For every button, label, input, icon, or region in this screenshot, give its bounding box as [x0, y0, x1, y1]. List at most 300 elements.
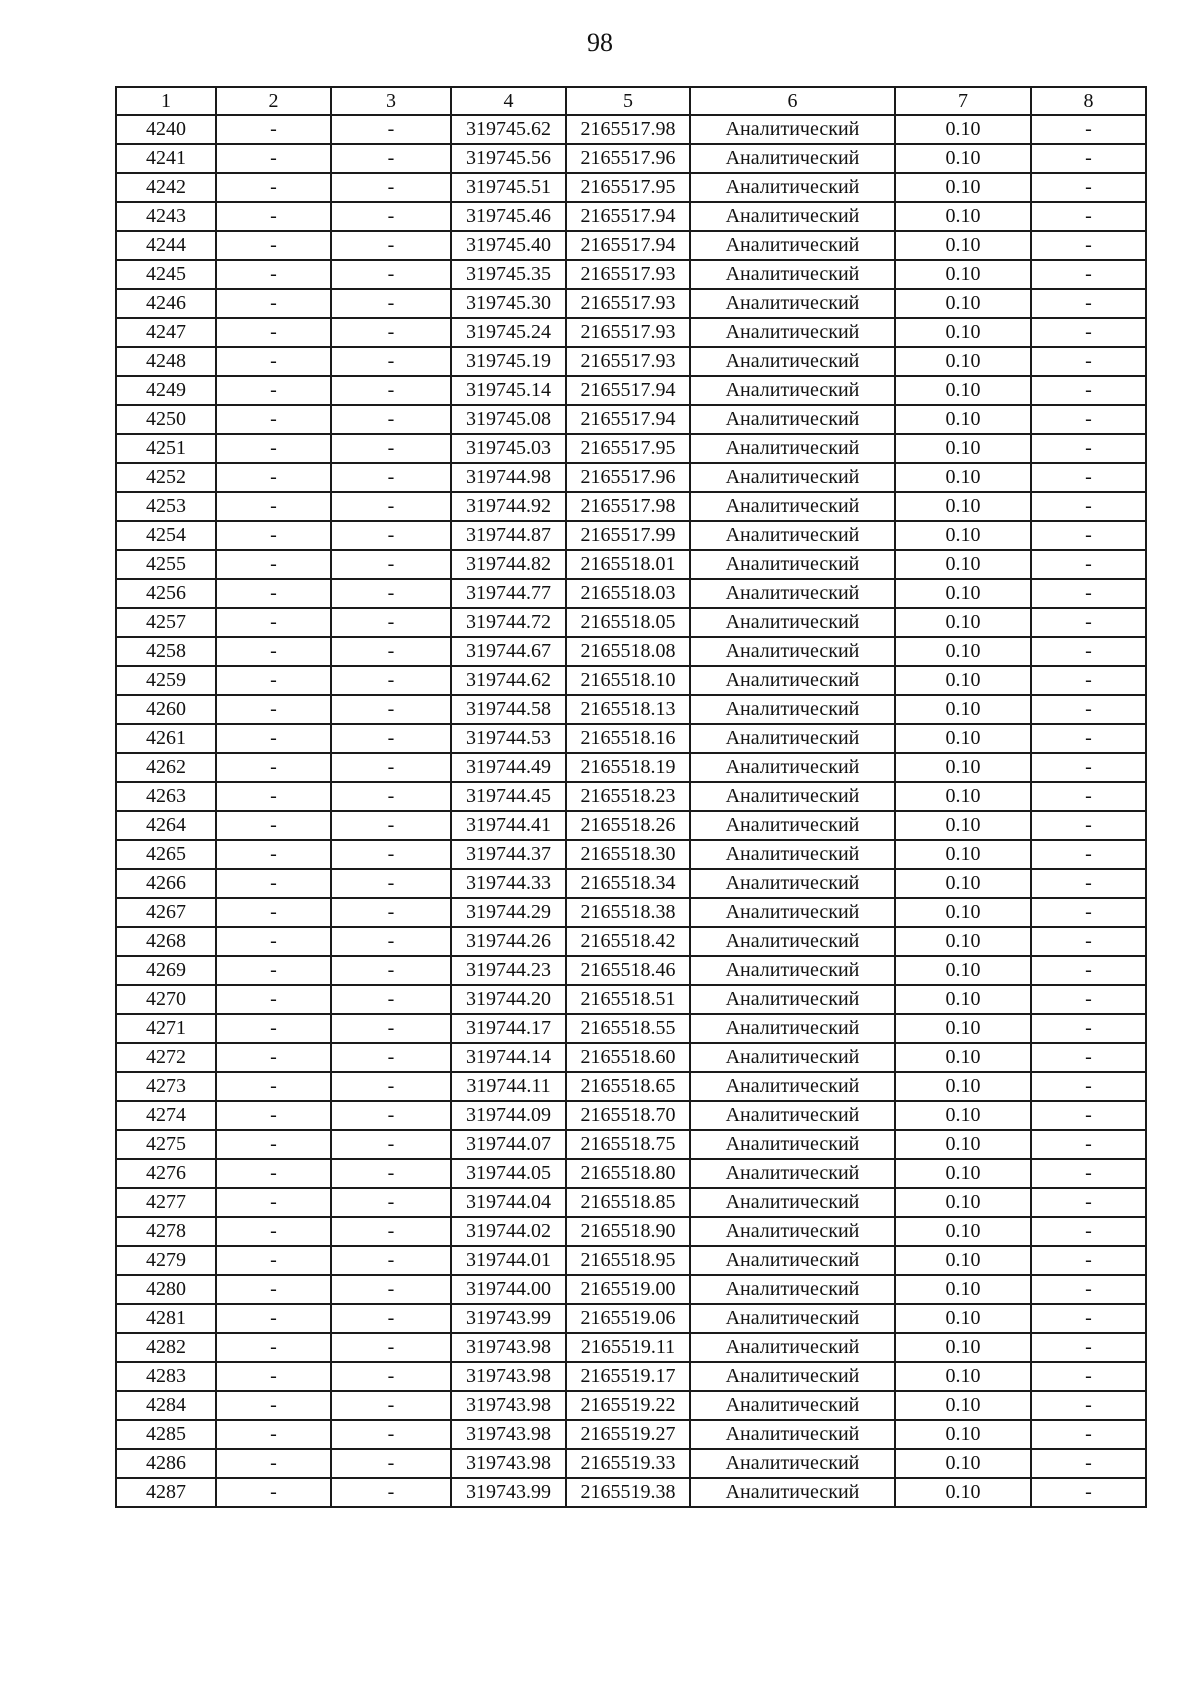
- col2-cell: -: [216, 1072, 331, 1101]
- col8-cell: -: [1031, 840, 1146, 869]
- col3-cell: -: [331, 695, 451, 724]
- point-number-cell: 4282: [116, 1333, 216, 1362]
- point-number-cell: 4270: [116, 985, 216, 1014]
- y-coordinate-cell: 2165517.96: [566, 144, 690, 173]
- y-coordinate-cell: 2165518.70: [566, 1101, 690, 1130]
- accuracy-cell: 0.10: [895, 1014, 1031, 1043]
- col2-cell: -: [216, 1391, 331, 1420]
- col3-cell: -: [331, 956, 451, 985]
- accuracy-cell: 0.10: [895, 318, 1031, 347]
- y-coordinate-cell: 2165518.65: [566, 1072, 690, 1101]
- accuracy-cell: 0.10: [895, 144, 1031, 173]
- accuracy-cell: 0.10: [895, 1159, 1031, 1188]
- column-header-3: 3: [331, 87, 451, 115]
- point-number-cell: 4246: [116, 289, 216, 318]
- col2-cell: -: [216, 782, 331, 811]
- y-coordinate-cell: 2165518.13: [566, 695, 690, 724]
- col3-cell: -: [331, 318, 451, 347]
- point-number-cell: 4264: [116, 811, 216, 840]
- column-header-4: 4: [451, 87, 566, 115]
- accuracy-cell: 0.10: [895, 985, 1031, 1014]
- x-coordinate-cell: 319745.24: [451, 318, 566, 347]
- method-cell: Аналитический: [690, 956, 895, 985]
- method-cell: Аналитический: [690, 927, 895, 956]
- y-coordinate-cell: 2165519.27: [566, 1420, 690, 1449]
- x-coordinate-cell: 319744.41: [451, 811, 566, 840]
- col2-cell: -: [216, 1420, 331, 1449]
- col3-cell: -: [331, 260, 451, 289]
- y-coordinate-cell: 2165517.93: [566, 260, 690, 289]
- point-number-cell: 4274: [116, 1101, 216, 1130]
- x-coordinate-cell: 319744.05: [451, 1159, 566, 1188]
- point-number-cell: 4240: [116, 115, 216, 144]
- col2-cell: -: [216, 869, 331, 898]
- col2-cell: -: [216, 115, 331, 144]
- col3-cell: -: [331, 521, 451, 550]
- x-coordinate-cell: 319743.98: [451, 1420, 566, 1449]
- col3-cell: -: [331, 289, 451, 318]
- y-coordinate-cell: 2165518.75: [566, 1130, 690, 1159]
- point-number-cell: 4277: [116, 1188, 216, 1217]
- y-coordinate-cell: 2165518.60: [566, 1043, 690, 1072]
- point-number-cell: 4259: [116, 666, 216, 695]
- y-coordinate-cell: 2165517.94: [566, 202, 690, 231]
- column-header-2: 2: [216, 87, 331, 115]
- col8-cell: -: [1031, 1420, 1146, 1449]
- y-coordinate-cell: 2165517.94: [566, 231, 690, 260]
- x-coordinate-cell: 319743.99: [451, 1304, 566, 1333]
- table-row: [116, 434, 1146, 463]
- y-coordinate-cell: 2165518.34: [566, 869, 690, 898]
- x-coordinate-cell: 319744.23: [451, 956, 566, 985]
- table-row: [116, 869, 1146, 898]
- col8-cell: -: [1031, 463, 1146, 492]
- col2-cell: -: [216, 202, 331, 231]
- table-row: [116, 1275, 1146, 1304]
- col8-cell: -: [1031, 521, 1146, 550]
- col2-cell: -: [216, 260, 331, 289]
- point-number-cell: 4263: [116, 782, 216, 811]
- accuracy-cell: 0.10: [895, 347, 1031, 376]
- table-row: [116, 318, 1146, 347]
- method-cell: Аналитический: [690, 550, 895, 579]
- x-coordinate-cell: 319744.45: [451, 782, 566, 811]
- method-cell: Аналитический: [690, 1362, 895, 1391]
- col3-cell: -: [331, 927, 451, 956]
- x-coordinate-cell: 319745.40: [451, 231, 566, 260]
- col3-cell: -: [331, 347, 451, 376]
- col2-cell: -: [216, 1014, 331, 1043]
- col2-cell: -: [216, 753, 331, 782]
- col8-cell: -: [1031, 985, 1146, 1014]
- table-row: [116, 550, 1146, 579]
- accuracy-cell: 0.10: [895, 1188, 1031, 1217]
- col3-cell: -: [331, 492, 451, 521]
- x-coordinate-cell: 319744.29: [451, 898, 566, 927]
- col3-cell: -: [331, 1246, 451, 1275]
- col2-cell: -: [216, 173, 331, 202]
- col8-cell: -: [1031, 1478, 1146, 1507]
- col3-cell: -: [331, 1275, 451, 1304]
- col2-cell: -: [216, 231, 331, 260]
- table-row: [116, 1101, 1146, 1130]
- col8-cell: -: [1031, 260, 1146, 289]
- col2-cell: -: [216, 1217, 331, 1246]
- col3-cell: -: [331, 202, 451, 231]
- col8-cell: -: [1031, 1072, 1146, 1101]
- table-row: [116, 1391, 1146, 1420]
- y-coordinate-cell: 2165518.10: [566, 666, 690, 695]
- point-number-cell: 4275: [116, 1130, 216, 1159]
- method-cell: Аналитический: [690, 376, 895, 405]
- point-number-cell: 4260: [116, 695, 216, 724]
- method-cell: Аналитический: [690, 579, 895, 608]
- method-cell: Аналитический: [690, 405, 895, 434]
- method-cell: Аналитический: [690, 463, 895, 492]
- col3-cell: -: [331, 898, 451, 927]
- col3-cell: -: [331, 1217, 451, 1246]
- accuracy-cell: 0.10: [895, 637, 1031, 666]
- col8-cell: -: [1031, 1391, 1146, 1420]
- accuracy-cell: 0.10: [895, 1304, 1031, 1333]
- table-row: [116, 1014, 1146, 1043]
- y-coordinate-cell: 2165517.93: [566, 347, 690, 376]
- y-coordinate-cell: 2165517.93: [566, 289, 690, 318]
- col2-cell: -: [216, 1275, 331, 1304]
- x-coordinate-cell: 319744.26: [451, 927, 566, 956]
- table-row: [116, 695, 1146, 724]
- point-number-cell: 4254: [116, 521, 216, 550]
- point-number-cell: 4255: [116, 550, 216, 579]
- point-number-cell: 4271: [116, 1014, 216, 1043]
- col3-cell: -: [331, 1362, 451, 1391]
- x-coordinate-cell: 319744.14: [451, 1043, 566, 1072]
- point-number-cell: 4265: [116, 840, 216, 869]
- accuracy-cell: 0.10: [895, 1246, 1031, 1275]
- col3-cell: -: [331, 724, 451, 753]
- col8-cell: -: [1031, 1101, 1146, 1130]
- col8-cell: -: [1031, 405, 1146, 434]
- method-cell: Аналитический: [690, 434, 895, 463]
- method-cell: Аналитический: [690, 608, 895, 637]
- col8-cell: -: [1031, 115, 1146, 144]
- accuracy-cell: 0.10: [895, 521, 1031, 550]
- accuracy-cell: 0.10: [895, 869, 1031, 898]
- col3-cell: -: [331, 1130, 451, 1159]
- col8-cell: -: [1031, 782, 1146, 811]
- y-coordinate-cell: 2165518.16: [566, 724, 690, 753]
- col3-cell: -: [331, 550, 451, 579]
- accuracy-cell: 0.10: [895, 260, 1031, 289]
- y-coordinate-cell: 2165517.94: [566, 405, 690, 434]
- column-header-8: 8: [1031, 87, 1146, 115]
- x-coordinate-cell: 319744.72: [451, 608, 566, 637]
- accuracy-cell: 0.10: [895, 840, 1031, 869]
- point-number-cell: 4247: [116, 318, 216, 347]
- col2-cell: -: [216, 695, 331, 724]
- col8-cell: -: [1031, 1333, 1146, 1362]
- method-cell: Аналитический: [690, 1391, 895, 1420]
- y-coordinate-cell: 2165518.08: [566, 637, 690, 666]
- y-coordinate-cell: 2165519.00: [566, 1275, 690, 1304]
- point-number-cell: 4285: [116, 1420, 216, 1449]
- point-number-cell: 4261: [116, 724, 216, 753]
- method-cell: Аналитический: [690, 840, 895, 869]
- accuracy-cell: 0.10: [895, 1362, 1031, 1391]
- table-row: [116, 1478, 1146, 1507]
- table-row: [116, 173, 1146, 202]
- col2-cell: -: [216, 521, 331, 550]
- col2-cell: -: [216, 666, 331, 695]
- table-row: [116, 231, 1146, 260]
- accuracy-cell: 0.10: [895, 550, 1031, 579]
- col3-cell: -: [331, 1478, 451, 1507]
- col8-cell: -: [1031, 492, 1146, 521]
- col2-cell: -: [216, 840, 331, 869]
- y-coordinate-cell: 2165518.95: [566, 1246, 690, 1275]
- col8-cell: -: [1031, 1275, 1146, 1304]
- point-number-cell: 4258: [116, 637, 216, 666]
- table-row: [116, 1304, 1146, 1333]
- col8-cell: -: [1031, 695, 1146, 724]
- accuracy-cell: 0.10: [895, 1333, 1031, 1362]
- y-coordinate-cell: 2165519.33: [566, 1449, 690, 1478]
- accuracy-cell: 0.10: [895, 608, 1031, 637]
- method-cell: Аналитический: [690, 1217, 895, 1246]
- col2-cell: -: [216, 1478, 331, 1507]
- col3-cell: -: [331, 637, 451, 666]
- x-coordinate-cell: 319744.37: [451, 840, 566, 869]
- accuracy-cell: 0.10: [895, 579, 1031, 608]
- method-cell: Аналитический: [690, 1275, 895, 1304]
- method-cell: Аналитический: [690, 695, 895, 724]
- col8-cell: -: [1031, 608, 1146, 637]
- col2-cell: -: [216, 1043, 331, 1072]
- x-coordinate-cell: 319745.19: [451, 347, 566, 376]
- point-number-cell: 4242: [116, 173, 216, 202]
- point-number-cell: 4243: [116, 202, 216, 231]
- col8-cell: -: [1031, 550, 1146, 579]
- x-coordinate-cell: 319744.01: [451, 1246, 566, 1275]
- table-row: [116, 579, 1146, 608]
- col3-cell: -: [331, 1159, 451, 1188]
- point-number-cell: 4241: [116, 144, 216, 173]
- point-number-cell: 4248: [116, 347, 216, 376]
- y-coordinate-cell: 2165518.38: [566, 898, 690, 927]
- method-cell: Аналитический: [690, 985, 895, 1014]
- col2-cell: -: [216, 956, 331, 985]
- table-row: [116, 666, 1146, 695]
- col8-cell: -: [1031, 1304, 1146, 1333]
- method-cell: Аналитический: [690, 782, 895, 811]
- col8-cell: -: [1031, 289, 1146, 318]
- accuracy-cell: 0.10: [895, 1130, 1031, 1159]
- table-row: [116, 347, 1146, 376]
- col3-cell: -: [331, 1449, 451, 1478]
- method-cell: Аналитический: [690, 753, 895, 782]
- point-number-cell: 4245: [116, 260, 216, 289]
- point-number-cell: 4252: [116, 463, 216, 492]
- method-cell: Аналитический: [690, 1130, 895, 1159]
- coordinates-table: [115, 86, 1147, 1508]
- col3-cell: -: [331, 434, 451, 463]
- col2-cell: -: [216, 898, 331, 927]
- accuracy-cell: 0.10: [895, 1217, 1031, 1246]
- accuracy-cell: 0.10: [895, 1275, 1031, 1304]
- point-number-cell: 4266: [116, 869, 216, 898]
- accuracy-cell: 0.10: [895, 695, 1031, 724]
- col2-cell: -: [216, 463, 331, 492]
- accuracy-cell: 0.10: [895, 376, 1031, 405]
- x-coordinate-cell: 319745.08: [451, 405, 566, 434]
- method-cell: Аналитический: [690, 492, 895, 521]
- point-number-cell: 4267: [116, 898, 216, 927]
- accuracy-cell: 0.10: [895, 1101, 1031, 1130]
- col2-cell: -: [216, 376, 331, 405]
- col2-cell: -: [216, 637, 331, 666]
- accuracy-cell: 0.10: [895, 1478, 1031, 1507]
- col3-cell: -: [331, 782, 451, 811]
- x-coordinate-cell: 319744.33: [451, 869, 566, 898]
- method-cell: Аналитический: [690, 318, 895, 347]
- accuracy-cell: 0.10: [895, 666, 1031, 695]
- y-coordinate-cell: 2165518.30: [566, 840, 690, 869]
- accuracy-cell: 0.10: [895, 724, 1031, 753]
- table-row: [116, 463, 1146, 492]
- col8-cell: -: [1031, 579, 1146, 608]
- y-coordinate-cell: 2165518.85: [566, 1188, 690, 1217]
- table-row: [116, 782, 1146, 811]
- point-number-cell: 4280: [116, 1275, 216, 1304]
- method-cell: Аналитический: [690, 1043, 895, 1072]
- col8-cell: -: [1031, 376, 1146, 405]
- x-coordinate-cell: 319744.98: [451, 463, 566, 492]
- y-coordinate-cell: 2165518.42: [566, 927, 690, 956]
- table-row: [116, 1217, 1146, 1246]
- table-row: [116, 376, 1146, 405]
- accuracy-cell: 0.10: [895, 898, 1031, 927]
- table-header-row: [116, 87, 1146, 115]
- x-coordinate-cell: 319744.17: [451, 1014, 566, 1043]
- col8-cell: -: [1031, 666, 1146, 695]
- table-row: [116, 492, 1146, 521]
- col8-cell: -: [1031, 1014, 1146, 1043]
- x-coordinate-cell: 319744.02: [451, 1217, 566, 1246]
- col2-cell: -: [216, 434, 331, 463]
- table-row: [116, 1043, 1146, 1072]
- y-coordinate-cell: 2165517.99: [566, 521, 690, 550]
- y-coordinate-cell: 2165518.90: [566, 1217, 690, 1246]
- column-header-1: 1: [116, 87, 216, 115]
- col3-cell: -: [331, 753, 451, 782]
- method-cell: Аналитический: [690, 202, 895, 231]
- table-row: [116, 1246, 1146, 1275]
- method-cell: Аналитический: [690, 637, 895, 666]
- col8-cell: -: [1031, 869, 1146, 898]
- accuracy-cell: 0.10: [895, 434, 1031, 463]
- col3-cell: -: [331, 1188, 451, 1217]
- col3-cell: -: [331, 1101, 451, 1130]
- y-coordinate-cell: 2165518.01: [566, 550, 690, 579]
- col8-cell: -: [1031, 927, 1146, 956]
- point-number-cell: 4278: [116, 1217, 216, 1246]
- accuracy-cell: 0.10: [895, 753, 1031, 782]
- method-cell: Аналитический: [690, 347, 895, 376]
- table-row: [116, 1333, 1146, 1362]
- x-coordinate-cell: 319743.98: [451, 1449, 566, 1478]
- col2-cell: -: [216, 492, 331, 521]
- point-number-cell: 4279: [116, 1246, 216, 1275]
- table-row: [116, 956, 1146, 985]
- y-coordinate-cell: 2165517.93: [566, 318, 690, 347]
- col2-cell: -: [216, 347, 331, 376]
- method-cell: Аналитический: [690, 1159, 895, 1188]
- method-cell: Аналитический: [690, 898, 895, 927]
- x-coordinate-cell: 319743.98: [451, 1333, 566, 1362]
- method-cell: Аналитический: [690, 1478, 895, 1507]
- y-coordinate-cell: 2165519.06: [566, 1304, 690, 1333]
- table-row: [116, 753, 1146, 782]
- col3-cell: -: [331, 840, 451, 869]
- table-row: [116, 811, 1146, 840]
- col2-cell: -: [216, 1130, 331, 1159]
- col8-cell: -: [1031, 1246, 1146, 1275]
- x-coordinate-cell: 319744.04: [451, 1188, 566, 1217]
- x-coordinate-cell: 319744.82: [451, 550, 566, 579]
- col3-cell: -: [331, 1333, 451, 1362]
- point-number-cell: 4281: [116, 1304, 216, 1333]
- y-coordinate-cell: 2165519.17: [566, 1362, 690, 1391]
- method-cell: Аналитический: [690, 289, 895, 318]
- table-row: [116, 405, 1146, 434]
- col8-cell: -: [1031, 202, 1146, 231]
- col8-cell: -: [1031, 1449, 1146, 1478]
- point-number-cell: 4257: [116, 608, 216, 637]
- point-number-cell: 4272: [116, 1043, 216, 1072]
- y-coordinate-cell: 2165518.80: [566, 1159, 690, 1188]
- y-coordinate-cell: 2165518.05: [566, 608, 690, 637]
- column-header-6: 6: [690, 87, 895, 115]
- col8-cell: -: [1031, 1188, 1146, 1217]
- method-cell: Аналитический: [690, 231, 895, 260]
- accuracy-cell: 0.10: [895, 1420, 1031, 1449]
- col8-cell: -: [1031, 173, 1146, 202]
- table-row: [116, 202, 1146, 231]
- accuracy-cell: 0.10: [895, 1449, 1031, 1478]
- method-cell: Аналитический: [690, 1072, 895, 1101]
- table-row: [116, 1362, 1146, 1391]
- col2-cell: -: [216, 724, 331, 753]
- method-cell: Аналитический: [690, 260, 895, 289]
- accuracy-cell: 0.10: [895, 405, 1031, 434]
- col3-cell: -: [331, 405, 451, 434]
- x-coordinate-cell: 319744.53: [451, 724, 566, 753]
- col8-cell: -: [1031, 753, 1146, 782]
- x-coordinate-cell: 319744.00: [451, 1275, 566, 1304]
- point-number-cell: 4276: [116, 1159, 216, 1188]
- col3-cell: -: [331, 608, 451, 637]
- table-row: [116, 1449, 1146, 1478]
- col2-cell: -: [216, 927, 331, 956]
- col3-cell: -: [331, 115, 451, 144]
- y-coordinate-cell: 2165517.95: [566, 173, 690, 202]
- table-row: [116, 1188, 1146, 1217]
- col8-cell: -: [1031, 811, 1146, 840]
- point-number-cell: 4284: [116, 1391, 216, 1420]
- point-number-cell: 4273: [116, 1072, 216, 1101]
- accuracy-cell: 0.10: [895, 492, 1031, 521]
- table-row: [116, 260, 1146, 289]
